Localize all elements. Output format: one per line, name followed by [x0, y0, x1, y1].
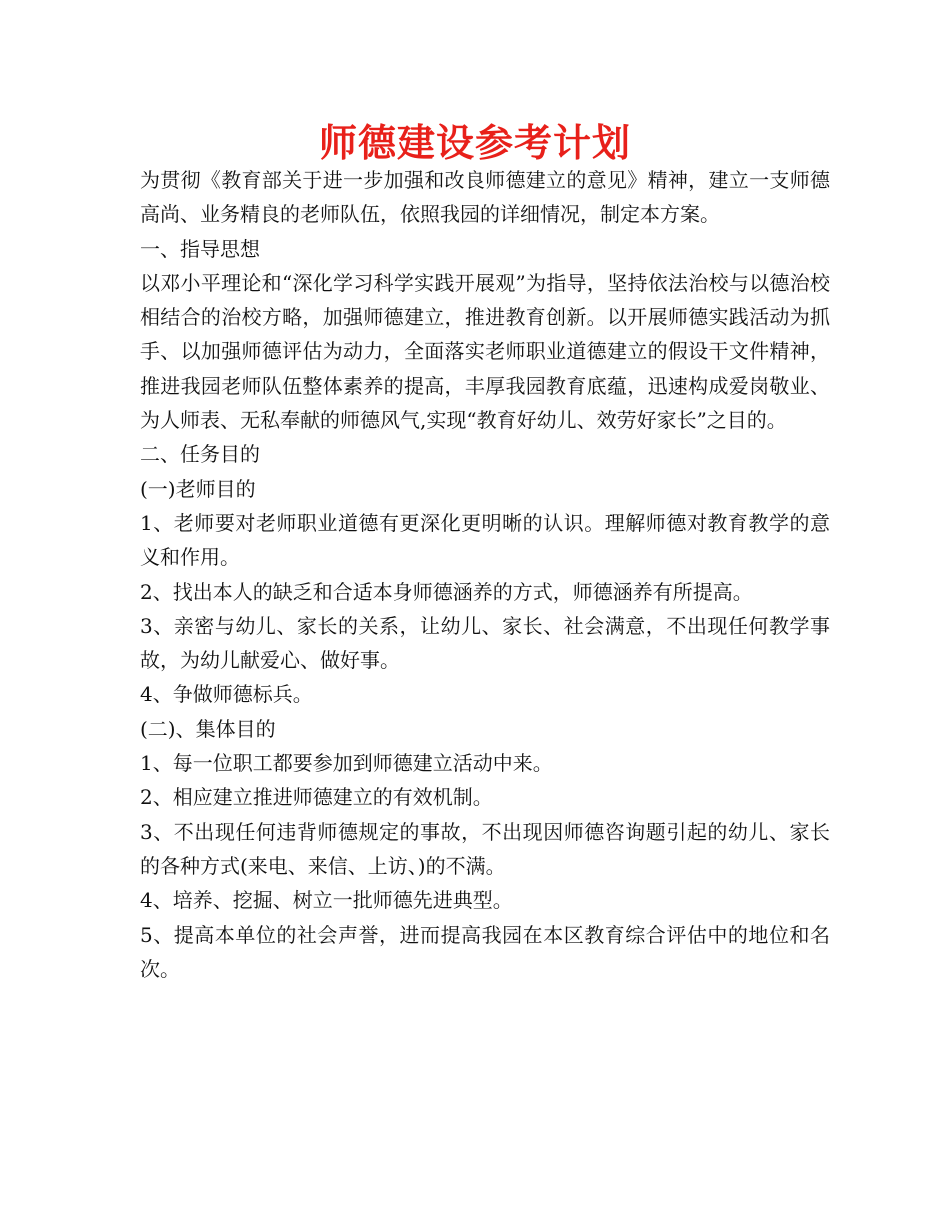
collective-goal-item: 1、每一位职工都要参加到师德建立活动中来。 — [140, 751, 553, 776]
collective-goal-item: 4、培养、挖掘、树立一批师德先进典型。 — [140, 888, 513, 913]
teacher-goal-item: 4、争做师德标兵。 — [140, 682, 313, 707]
teacher-goal-item: 3、亲密与幼儿、家长的关系，让幼儿、家长、社会满意，不出现任何教学事故，为幼儿献爱心、做好事。 — [140, 613, 830, 673]
teacher-goal-item: 2、找出本人的缺乏和合适本身师德涵养的方式，师德涵养有所提高。 — [140, 579, 753, 604]
guiding-ideology-paragraph: 以邓小平理论和“深化学习科学实践开展观”为指导，坚持依法治校与以德治校相结合的治校方略，加强师德建立，推进教育创新。以开展师德实践活动为抓手、以加强师德评估为动力，全面落实老师职业道德建立的假设干文件精神，推进我园老师队伍整体素养的提高，丰厚我园教育底蕴，迅速构成爱岗敬业、为人师表、无私奉献的师德风气,实现“教育好幼儿、效劳好家长”之目的。 — [140, 270, 830, 433]
subheading-collective-goals: (二)、集体目的 — [140, 716, 276, 741]
collective-goal-item: 3、不出现任何违背师德规定的事故，不出现因师德咨询题引起的幼儿、家长的各种方式(来电、来信、上访、)的不满。 — [140, 819, 830, 878]
section-heading-guiding-ideology: 一、指导思想 — [140, 236, 260, 261]
intro-paragraph: 为贯彻《教育部关于进一步加强和改良师德建立的意见》精神，建立一支师德高尚、业务精良的老师队伍，依照我园的详细情况，制定本方案。 — [140, 168, 830, 227]
document-title: 师德建设参考计划 — [318, 121, 631, 165]
document-body — [140, 163, 830, 986]
teacher-goal-item: 1、老师要对老师职业道德有更深化更明晰的认识。理解师德对教育教学的意义和作用。 — [140, 510, 830, 570]
collective-goal-item: 5、提高本单位的社会声誉，进而提高我园在本区教育综合评估中的地位和名次。 — [140, 922, 830, 981]
section-heading-task-goals: 二、任务目的 — [140, 442, 260, 467]
subheading-teacher-goals: (一)老师目的 — [140, 476, 256, 501]
collective-goal-item: 2、相应建立推进师德建立的有效机制。 — [140, 785, 493, 810]
